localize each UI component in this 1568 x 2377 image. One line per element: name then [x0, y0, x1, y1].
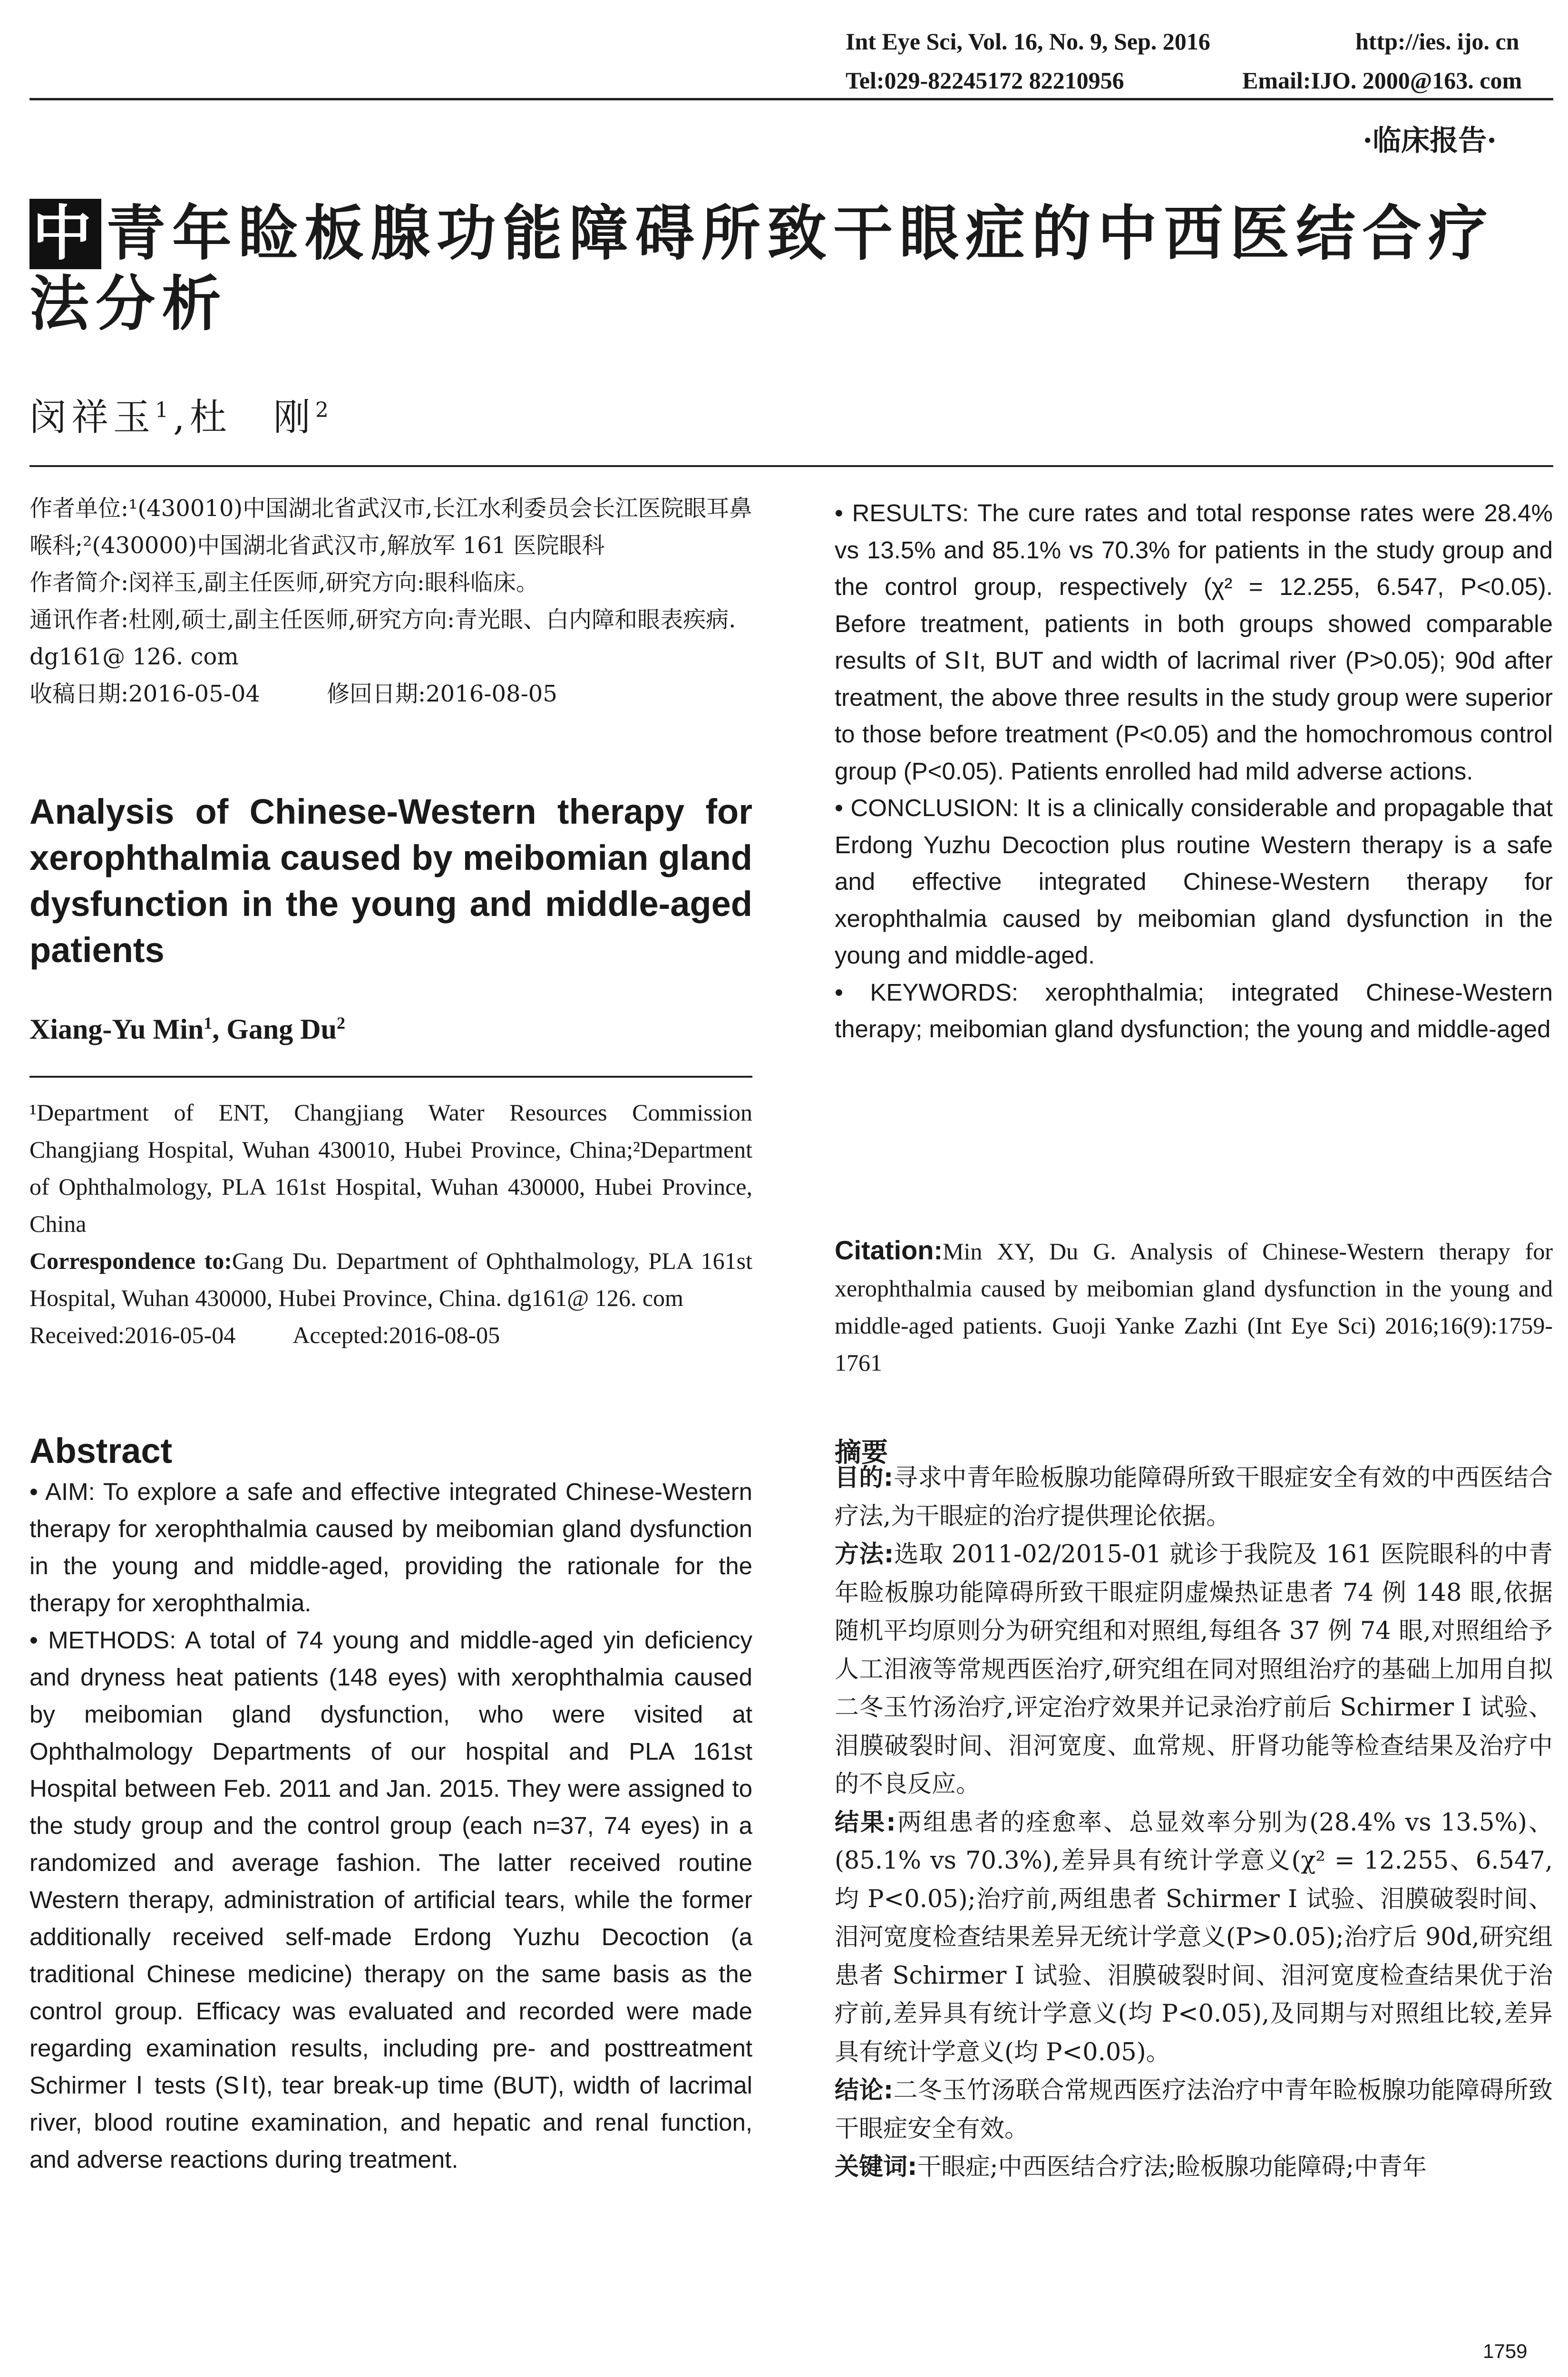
journal-url: http://ies. ijo. cn	[1355, 28, 1519, 55]
results-text-cn: 两组患者的痊愈率、总显效率分别为(28.4% vs 13.5%)、(85.1% vs 70.3%),差异具有统计学意义(χ² = 12.255、6.547,均 P<0.05);治疗前,两组患者 Schirmer Ⅰ 试验、泪膜破裂时间、泪河宽度检查结果差异无统计学意义(P>0.05);治疗后 90d,研究组患者 Schirmer Ⅰ 试验、泪膜破裂时间、泪河宽度检查结果优于治疗前,差异具有统计学意义(均 P<0.05),及同期与对照组比较,差异具有统计学意义(均 P<0.05)。	[835, 1808, 1553, 2066]
abstract-methods: • METHODS: A total of 74 young and middle-aged yin deficiency and dryness heat patients (148 eyes) with xerophthalmia caused by meibomian gland dysfunction, who were visited at Ophthalmology Departments of our hospital and PLA 161st Hospital between Feb. 2011 and Jan. 2015. They were assigned to the study group and the control group (each n=37, 74 eyes) in a randomized and average fashion. The latter received routine Western therapy, administration of artificial tears, while the former additionally received self-made Erdong Yuzhu Decoction (a traditional Chinese medicine) therapy on the same basis as the control group. Efficacy was evaluated and recorded were made regarding examination results, including pre- and posttreatment Schirmer Ⅰ tests (SⅠt), tear break-up time (BUT), width of lacrimal river, blood routine examination, and hepatic and renal function, and adverse reactions during treatment.	[29, 1627, 752, 2173]
header-rule	[29, 98, 1553, 100]
abstract-body	[29, 1473, 752, 2178]
author-2-cn: ,杜 刚	[173, 396, 315, 439]
abstract-keywords: • KEYWORDS: xerophthalmia; integrated Chinese-Western therapy; meibomian gland dysfunction; the young and middle-aged	[835, 978, 1553, 1042]
revised-date-cn: 修回日期:2016-08-05	[326, 681, 557, 707]
correspondence-label: Correspondence to:	[29, 1247, 232, 1274]
authors-cn	[29, 388, 333, 441]
article-title-cn	[29, 199, 1547, 340]
aim-label-cn: 目的:	[835, 1464, 894, 1492]
abstract-cn-methods	[835, 1536, 1553, 1804]
dates-cn	[29, 675, 752, 712]
abstract-cn-aim	[835, 1459, 1553, 1536]
affiliation-cn	[29, 490, 752, 712]
received-date-cn: 收稿日期:2016-05-04	[29, 681, 260, 707]
authors-en	[29, 1013, 345, 1046]
author-1-sup: 1	[155, 398, 174, 422]
author-1-en-sup: 1	[204, 1013, 213, 1033]
article-title-en: Analysis of Chinese-Western therapy for xerophthalmia caused by meibomian gland dysfunction in the young and middle-aged patients	[29, 792, 752, 970]
title-initial-mark: 中	[29, 199, 101, 269]
abstract-heading: Abstract	[29, 1431, 173, 1471]
accepted-date-en: Accepted:2016-08-05	[292, 1322, 500, 1348]
title-rule	[29, 465, 1553, 467]
received-date-en: Received:2016-05-04	[29, 1322, 236, 1348]
abstract-right-column	[835, 495, 1553, 1048]
author-1-cn: 闵祥玉	[29, 396, 156, 439]
author-units-cn: 作者单位:¹(430010)中国湖北省武汉市,长江水利委员会长江医院眼耳鼻喉科;²(430000)中国湖北省武汉市,解放军 161 医院眼科	[29, 495, 752, 559]
dates-en	[29, 1316, 752, 1354]
author-bio-cn: 作者简介:闵祥玉,副主任医师,研究方向:眼科临床。	[29, 569, 539, 596]
methods-text-cn: 选取 2011-02/2015-01 就诊于我院及 161 医院眼科的中青年睑板腺功能障碍所致干眼症阴虚燥热证患者 74 例 148 眼,依据随机平均原则分为研究组和对照组,每组各 37 例 74 眼,对照组给予人工泪液等常规西医治疗,研究组在同对照组治疗的基础上加用自拟二冬玉竹汤治疗,评定治疗效果并记录治疗前后 Schirmer Ⅰ 试验、泪膜破裂时间、泪河宽度、血常规、肝肾功能等检查结果及治疗中的不良反应。	[835, 1540, 1553, 1798]
author-2-en: , Gang Du	[212, 1013, 337, 1045]
abstract-cn	[835, 1459, 1553, 2187]
abstract-cn-results	[835, 1804, 1553, 2072]
citation-text: Min XY, Du G. Analysis of Chinese-Western therapy for xerophthalmia caused by meibomian gland dysfunction in the young and middle-aged patients. Guoji Yanke Zazhi (Int Eye Sci) 2016;16(9):1759-1761	[835, 1238, 1553, 1376]
conclusion-text-cn: 二冬玉竹汤联合常规西医疗法治疗中青年睑板腺功能障碍所致干眼症安全有效。	[835, 2076, 1553, 2143]
methods-label-cn: 方法:	[835, 1540, 894, 1568]
conclusion-label-cn: 结论:	[835, 2076, 894, 2104]
journal-email: Email:IJO. 2000@163. com	[1242, 67, 1522, 94]
abstract-heading-cn: 摘要	[835, 1437, 888, 1468]
affiliation-en-text: ¹Department of ENT, Changjiang Water Resources Commission Changjiang Hospital, Wuhan 430010, Hubei Province, China;²Department of Ophthalmology, PLA 161st Hospital, Wuhan 430000, Hubei Province, China	[29, 1099, 752, 1237]
correspondence-en	[29, 1242, 752, 1316]
corresponding-author-cn: 通讯作者:杜刚,硕士,副主任医师,研究方向:青光眼、白内障和眼表疾病. dg161@ 126. com	[29, 606, 736, 670]
author-1-en: Xiang-Yu Min	[29, 1013, 204, 1045]
abstract-aim: • AIM: To explore a safe and effective integrated Chinese-Western therapy for xerophthalmia caused by meibomian gland dysfunction in the young and middle-aged, providing the rationale for the therapy for xerophthalmia.	[29, 1478, 752, 1617]
journal-info: Int Eye Sci, Vol. 16, No. 9, Sep. 2016	[846, 28, 1210, 55]
author-2-sup: 2	[315, 398, 333, 422]
article-title-cn-text: 青年睑板腺功能障碍所致干眼症的中西医结合疗法分析	[29, 199, 1494, 339]
citation	[835, 1232, 1553, 1381]
results-label-cn: 结果:	[835, 1808, 896, 1837]
aim-text-cn: 寻求中青年睑板腺功能障碍所致干眼症安全有效的中西医结合疗法,为干眼症的治疗提供理论依据。	[835, 1464, 1553, 1530]
page-number: 1759	[1483, 2340, 1528, 2362]
authors-rule	[29, 1076, 752, 1078]
author-2-en-sup: 2	[336, 1013, 345, 1033]
section-label: ·临床报告·	[1363, 124, 1497, 157]
abstract-results: • RESULTS: The cure rates and total response rates were 28.4% vs 13.5% and 85.1% vs 70.3% for patients in the study group and the control group, respectively (χ² = 12.255, 6.547, P<0.05). Before treatment, patients in both groups showed comparable results of SⅠt, BUT and width of lacrimal river (P>0.05); 90d after treatment, the above three results in the study group were superior to those before treatment (P<0.05) and the homochromous control group (P<0.05). Patients enrolled had mild adverse actions.	[835, 499, 1553, 785]
abstract-conclusion: • CONCLUSION: It is a clinically considerable and propagable that Erdong Yuzhu Decoction plus routine Western therapy is a safe and effective integrated Chinese-Western therapy for xerophthalmia caused by meibomian gland dysfunction in the young and middle-aged.	[835, 794, 1553, 969]
abstract-cn-conclusion	[835, 2072, 1553, 2148]
correspondence-text: Gang Du. Department of Ophthalmology, PLA 161st Hospital, Wuhan 430000, Hubei Province, China. dg161@ 126. com	[29, 1247, 752, 1311]
keywords-label-cn: 关键词:	[835, 2153, 917, 2181]
affiliation-en	[29, 1094, 752, 1354]
journal-tel: Tel:029-82245172 82210956	[846, 67, 1124, 94]
keywords-text-cn: 干眼症;中西医结合疗法;睑板腺功能障碍;中青年	[917, 2153, 1427, 2181]
citation-label: Citation:	[835, 1235, 943, 1265]
abstract-cn-keywords	[835, 2148, 1553, 2187]
